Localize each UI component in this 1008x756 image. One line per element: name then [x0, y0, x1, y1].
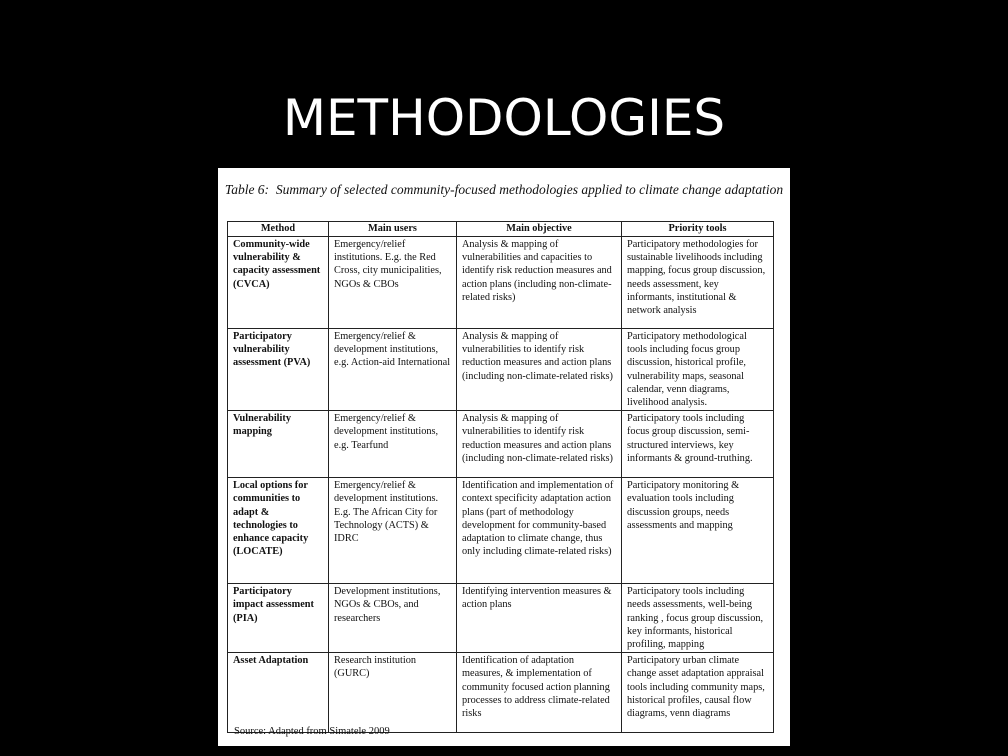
cell-main-users: Emergency/relief & development institutions. E.g. The African City for Technology (ACTS) & IDRC — [329, 478, 457, 584]
cell-method: Local options for communities to adapt & technologies to enhance capacity (LOCATE) — [228, 478, 329, 584]
cell-main-users: Emergency/relief & development institutions, e.g. Tearfund — [329, 411, 457, 478]
cell-main-users: Emergency/relief & development institutions, e.g. Action-aid International — [329, 329, 457, 411]
table-row — [228, 584, 774, 653]
table-row — [228, 478, 774, 584]
cell-main-users: Research institution (GURC) — [329, 653, 457, 733]
cell-method: Asset Adaptation — [228, 653, 329, 733]
column-header-main-objective: Main objective — [457, 222, 622, 237]
cell-method: Participatory vulnerability assessment (PVA) — [228, 329, 329, 411]
table-row — [228, 653, 774, 733]
cell-main-users: Development institutions, NGOs & CBOs, and researchers — [329, 584, 457, 653]
cell-main-objective: Identification and implementation of context specificity adaptation action plans (part of methodology development for community-based adaptation to climate change, thus only including climate-related risks) — [457, 478, 622, 584]
cell-main-objective: Analysis & mapping of vulnerabilities to identify risk reduction measures and action plans (including non-climate-related risks) — [457, 329, 622, 411]
cell-priority-tools: Participatory monitoring & evaluation tools including discussion groups, needs assessments and mapping — [622, 478, 774, 584]
table-row — [228, 237, 774, 329]
column-header-main-users: Main users — [329, 222, 457, 237]
table-row — [228, 329, 774, 411]
cell-priority-tools: Participatory methodologies for sustainable livelihoods including mapping, focus group discussion, needs assessment, key informants, institutional & network analysis — [622, 237, 774, 329]
cell-method: Vulnerability mapping — [228, 411, 329, 478]
table-caption-text: Summary of selected community-focused methodologies applied to climate change adaptation — [275, 182, 784, 197]
cell-main-objective: Analysis & mapping of vulnerabilities and capacities to identify risk reduction measures and action plans (including non-climate-related risks) — [457, 237, 622, 329]
cell-priority-tools: Participatory tools including focus group discussion, semi-structured interviews, key informants & ground-truthing. — [622, 411, 774, 478]
table-row — [228, 411, 774, 478]
cell-main-users: Emergency/relief institutions. E.g. the Red Cross, city municipalities, NGOs & CBOs — [329, 237, 457, 329]
table-caption-number: Table 6: — [224, 182, 270, 197]
slide-title: METHODOLOGIES — [282, 89, 726, 147]
table-caption — [218, 182, 790, 198]
cell-priority-tools: Participatory methodological tools including focus group discussion, historical profile, vulnerability maps, seasonal calendar, venn diagrams, livelihood analysis. — [622, 329, 774, 411]
scanned-table-image — [218, 168, 790, 746]
table-source-note: Source: Adapted from Simatele 2009 — [234, 726, 390, 737]
cell-main-objective: Analysis & mapping of vulnerabilities to identify risk reduction measures and action plans (including non-climate-related risks) — [457, 411, 622, 478]
cell-priority-tools: Participatory tools including needs assessments, well-being ranking , focus group discussion, key informants, historical profiling, mapping — [622, 584, 774, 653]
column-header-method: Method — [228, 222, 329, 237]
cell-method: Community-wide vulnerability & capacity assessment (CVCA) — [228, 237, 329, 329]
cell-priority-tools: Participatory urban climate change asset adaptation appraisal tools including community maps, historical profiles, causal flow diagrams, venn diagrams — [622, 653, 774, 733]
cell-method: Participatory impact assessment (PIA) — [228, 584, 329, 653]
methodologies-table — [227, 221, 774, 733]
cell-main-objective: Identifying intervention measures & action plans — [457, 584, 622, 653]
table-header-row — [228, 222, 774, 237]
column-header-priority-tools: Priority tools — [622, 222, 774, 237]
cell-main-objective: Identification of adaptation measures, & implementation of community focused action planning processes to address climate-related risks — [457, 653, 622, 733]
